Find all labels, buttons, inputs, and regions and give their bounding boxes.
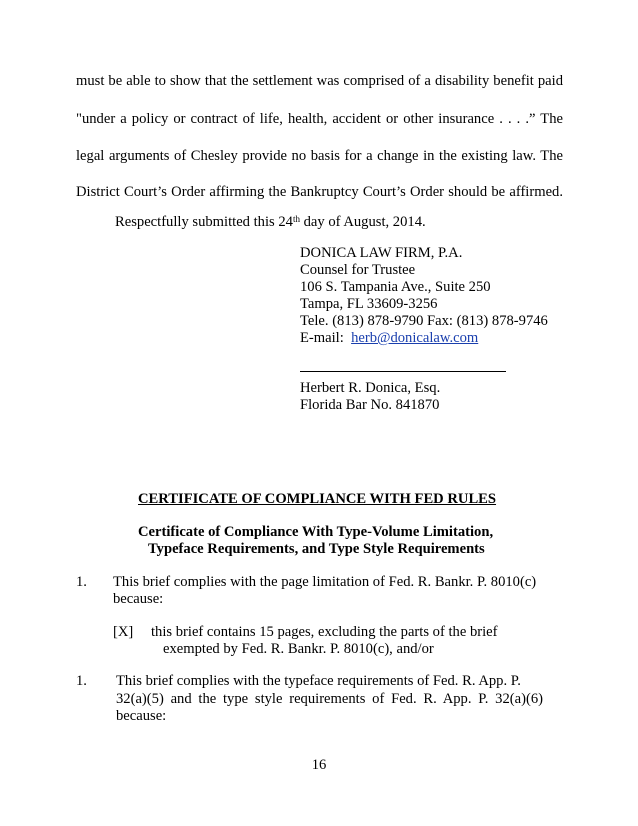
item2-number: 1. — [76, 673, 87, 689]
item2-line-2: 32(a)(5) and the type style requirements of Fed. R. App. P. 32(a)(6) — [116, 691, 543, 707]
email-label: E-mail: — [300, 330, 344, 346]
item1-number: 1. — [76, 574, 87, 590]
signature-line — [300, 371, 506, 372]
bar-number: Florida Bar No. 841870 — [300, 397, 440, 413]
submitted-line — [115, 213, 426, 231]
phone-fax: Tele. (813) 878-9790 Fax: (813) 878-9746 — [300, 313, 548, 329]
submitted-pre: Respectfully submitted this 24 — [115, 214, 293, 230]
body-line-1: must be able to show that the settlement was comprised of a disability benefit paid — [76, 73, 563, 89]
body-line-4: District Court’s Order affirming the Bankruptcy Court’s Order should be affirmed. — [76, 184, 563, 200]
firm-name: DONICA LAW FIRM, P.A. — [300, 245, 463, 261]
email-link[interactable]: herb@donicalaw.com — [351, 330, 479, 346]
body-line-3: legal arguments of Chesley provide no basis for a change in the existing law. The — [76, 148, 563, 164]
submitted-sup: th — [292, 214, 300, 224]
certificate-subtitle-2: Typeface Requirements, and Type Style Requirements — [148, 541, 485, 557]
certificate-subtitle-1: Certificate of Compliance With Type-Volume Limitation, — [138, 524, 494, 540]
item2-line-3: because: — [116, 708, 167, 724]
certificate-title: CERTIFICATE OF COMPLIANCE WITH FED RULES — [138, 491, 497, 507]
email-line — [300, 329, 478, 347]
sub-line-2: exempted by Fed. R. Bankr. P. 8010(c), and/or — [163, 641, 434, 657]
sub-line-1: this brief contains 15 pages, excluding the parts of the brief — [151, 624, 498, 640]
address-line-1: 106 S. Tampania Ave., Suite 250 — [300, 279, 491, 295]
address-line-2: Tampa, FL 33609-3256 — [300, 296, 438, 312]
attorney-name: Herbert R. Donica, Esq. — [300, 380, 441, 396]
item1-line-2: because: — [113, 591, 164, 607]
body-line-2: "under a policy or contract of life, health, accident or other insurance . . . .” The — [76, 111, 563, 127]
page-number: 16 — [311, 757, 327, 773]
item2-line-1: This brief complies with the typeface requirements of Fed. R. App. P. — [116, 673, 521, 689]
firm-role: Counsel for Trustee — [300, 262, 416, 278]
item1-line-1: This brief complies with the page limitation of Fed. R. Bankr. P. 8010(c) — [113, 574, 537, 590]
sub-checkbox-mark: [X] — [113, 624, 134, 640]
submitted-post: day of August, 2014. — [299, 214, 426, 230]
